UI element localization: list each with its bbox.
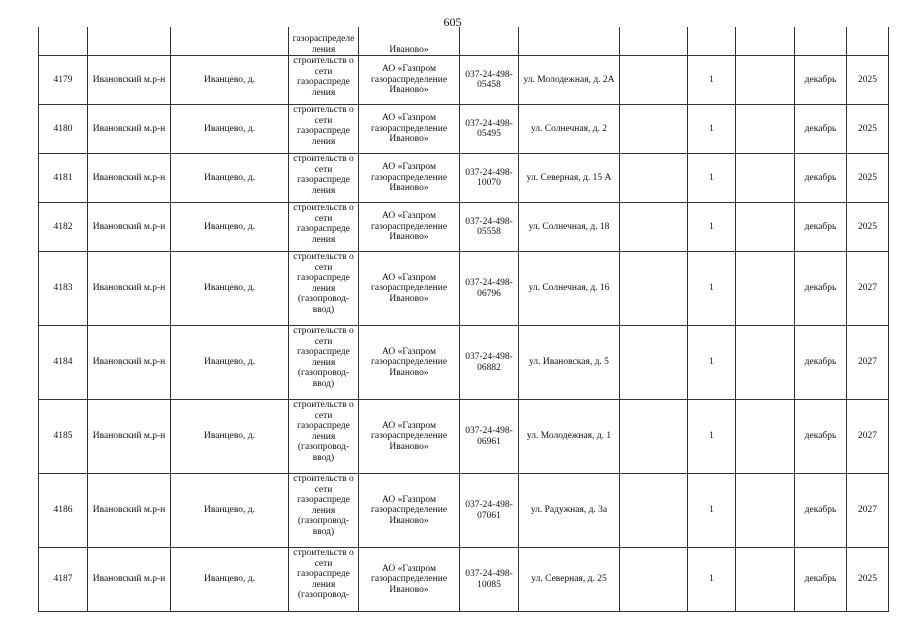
cell-number: 4186 <box>39 474 88 548</box>
cell-empty <box>620 474 688 548</box>
cell-month: декабрь <box>795 400 847 474</box>
cell-cadastral: 037-24-498-06796 <box>460 252 519 326</box>
cell-empty <box>736 203 795 252</box>
cell-district: Ивановский м.р-н <box>88 548 171 612</box>
cell-cadastral: 037-24-498-06961 <box>460 400 519 474</box>
cell-locality: Иванцево, д. <box>171 400 289 474</box>
cell-count: 1 <box>688 548 736 612</box>
cell-purpose: строительств о сети газораспреде ления (газопровод-ввод) <box>289 474 359 548</box>
cell-empty <box>736 154 795 203</box>
cell-count: 1 <box>688 56 736 105</box>
cell-empty <box>620 105 688 154</box>
cell-number: 4182 <box>39 203 88 252</box>
cell-year: 2025 <box>847 56 889 105</box>
registry-table <box>38 27 889 612</box>
cell-month: декабрь <box>795 474 847 548</box>
cell-empty <box>620 56 688 105</box>
cell-count: 1 <box>688 326 736 400</box>
cell-month: декабрь <box>795 154 847 203</box>
cell-count: 1 <box>688 400 736 474</box>
cell-cadastral: 037-24-498-05458 <box>460 56 519 105</box>
page-number: 605 <box>443 15 462 29</box>
cell-district: Ивановский м.р-н <box>88 252 171 326</box>
cell-empty <box>620 154 688 203</box>
cell-district: Ивановский м.р-н <box>88 154 171 203</box>
cell-count: 1 <box>688 252 736 326</box>
cell-purpose: строительств о сети газораспреде ления (газопровод-ввод) <box>289 400 359 474</box>
cell-locality: Иванцево, д. <box>171 203 289 252</box>
cell-owner: АО «Газпром газораспределение Иваново» <box>359 326 460 400</box>
cell-owner: Иваново» <box>359 27 460 56</box>
cell-year: 2027 <box>847 400 889 474</box>
table-row <box>39 252 889 326</box>
cell-locality: Иванцево, д. <box>171 326 289 400</box>
table-row <box>39 203 889 252</box>
cell-number: 4185 <box>39 400 88 474</box>
table-row <box>39 474 889 548</box>
cell-cadastral: 037-24-498-07061 <box>460 474 519 548</box>
cell-number: 4183 <box>39 252 88 326</box>
table-row <box>39 105 889 154</box>
table-row <box>39 548 889 612</box>
cell-empty <box>736 474 795 548</box>
cell-locality: Иванцево, д. <box>171 474 289 548</box>
cell-purpose: газораспределе ления <box>289 27 359 56</box>
table-row <box>39 154 889 203</box>
cell-empty <box>620 326 688 400</box>
cell-owner: АО «Газпром газораспределение Иваново» <box>359 548 460 612</box>
cell-cadastral: 037-24-498-05558 <box>460 203 519 252</box>
cell-number: 4180 <box>39 105 88 154</box>
cell-count: 1 <box>688 203 736 252</box>
cell-owner: АО «Газпром газораспределение Иваново» <box>359 56 460 105</box>
cell-year: 2027 <box>847 474 889 548</box>
cell-address: ул. Молодежная, д. 1 <box>519 400 620 474</box>
cell-year: 2027 <box>847 326 889 400</box>
cell-address: ул. Солнечная, д. 18 <box>519 203 620 252</box>
table-row <box>39 56 889 105</box>
cell-year: 2027 <box>847 252 889 326</box>
cell-empty <box>736 548 795 612</box>
cell-owner: АО «Газпром газораспределение Иваново» <box>359 203 460 252</box>
cell-district: Ивановский м.р-н <box>88 203 171 252</box>
cell-count: 1 <box>688 154 736 203</box>
cell-address: ул. Северная, д. 15 А <box>519 154 620 203</box>
cell-purpose: строительств о сети газораспреде ления <box>289 105 359 154</box>
cell-purpose: строительств о сети газораспреде ления (газопровод- <box>289 548 359 612</box>
cell-locality: Иванцево, д. <box>171 105 289 154</box>
cell-cadastral: 037-24-498-10085 <box>460 548 519 612</box>
cell-empty <box>736 56 795 105</box>
cell-month: декабрь <box>795 252 847 326</box>
cell-owner: АО «Газпром газораспределение Иваново» <box>359 474 460 548</box>
cell-number: 4179 <box>39 56 88 105</box>
cell-purpose: строительств о сети газораспреде ления <box>289 56 359 105</box>
cell-empty <box>620 252 688 326</box>
cell-empty <box>736 326 795 400</box>
cell-locality: Иванцево, д. <box>171 56 289 105</box>
cell-empty <box>736 252 795 326</box>
cell-address: ул. Северная, д. 25 <box>519 548 620 612</box>
cell-empty <box>736 400 795 474</box>
cell-empty <box>620 548 688 612</box>
cell-owner: АО «Газпром газораспределение Иваново» <box>359 400 460 474</box>
cell-cadastral: 037-24-498-06882 <box>460 326 519 400</box>
cell-year: 2025 <box>847 548 889 612</box>
cell-year: 2025 <box>847 105 889 154</box>
cell-month: декабрь <box>795 105 847 154</box>
cell-empty <box>620 203 688 252</box>
cell-purpose: строительств о сети газораспреде ления (газопровод-ввод) <box>289 252 359 326</box>
cell-address: ул. Солнечная, д. 16 <box>519 252 620 326</box>
cell-purpose: строительств о сети газораспреде ления <box>289 154 359 203</box>
cell-month: декабрь <box>795 203 847 252</box>
cell-address: ул. Ивановская, д. 5 <box>519 326 620 400</box>
cell-purpose: строительств о сети газораспреде ления (газопровод-ввод) <box>289 326 359 400</box>
cell-empty <box>736 105 795 154</box>
table-row-continuation <box>39 27 889 56</box>
cell-year: 2025 <box>847 203 889 252</box>
cell-district: Ивановский м.р-н <box>88 105 171 154</box>
cell-month: декабрь <box>795 56 847 105</box>
cell-number: 4187 <box>39 548 88 612</box>
cell-empty <box>620 400 688 474</box>
cell-owner: АО «Газпром газораспределение Иваново» <box>359 105 460 154</box>
cell-address: ул. Солнечная, д. 2 <box>519 105 620 154</box>
cell-cadastral: 037-24-498-05495 <box>460 105 519 154</box>
cell-number: 4184 <box>39 326 88 400</box>
cell-district: Ивановский м.р-н <box>88 474 171 548</box>
cell-address: ул. Молодежная, д. 2А <box>519 56 620 105</box>
cell-address: ул. Радужная, д. 3а <box>519 474 620 548</box>
cell-count: 1 <box>688 474 736 548</box>
cell-count: 1 <box>688 105 736 154</box>
cell-district: Ивановский м.р-н <box>88 326 171 400</box>
cell-month: декабрь <box>795 326 847 400</box>
cell-cadastral: 037-24-498-10070 <box>460 154 519 203</box>
cell-number: 4181 <box>39 154 88 203</box>
cell-purpose: строительств о сети газораспреде ления <box>289 203 359 252</box>
cell-year: 2025 <box>847 154 889 203</box>
cell-locality: Иванцево, д. <box>171 252 289 326</box>
cell-locality: Иванцево, д. <box>171 548 289 612</box>
table-row <box>39 326 889 400</box>
cell-owner: АО «Газпром газораспределение Иваново» <box>359 154 460 203</box>
table-row <box>39 400 889 474</box>
cell-locality: Иванцево, д. <box>171 154 289 203</box>
cell-district: Ивановский м.р-н <box>88 56 171 105</box>
cell-district: Ивановский м.р-н <box>88 400 171 474</box>
cell-owner: АО «Газпром газораспределение Иваново» <box>359 252 460 326</box>
cell-month: декабрь <box>795 548 847 612</box>
